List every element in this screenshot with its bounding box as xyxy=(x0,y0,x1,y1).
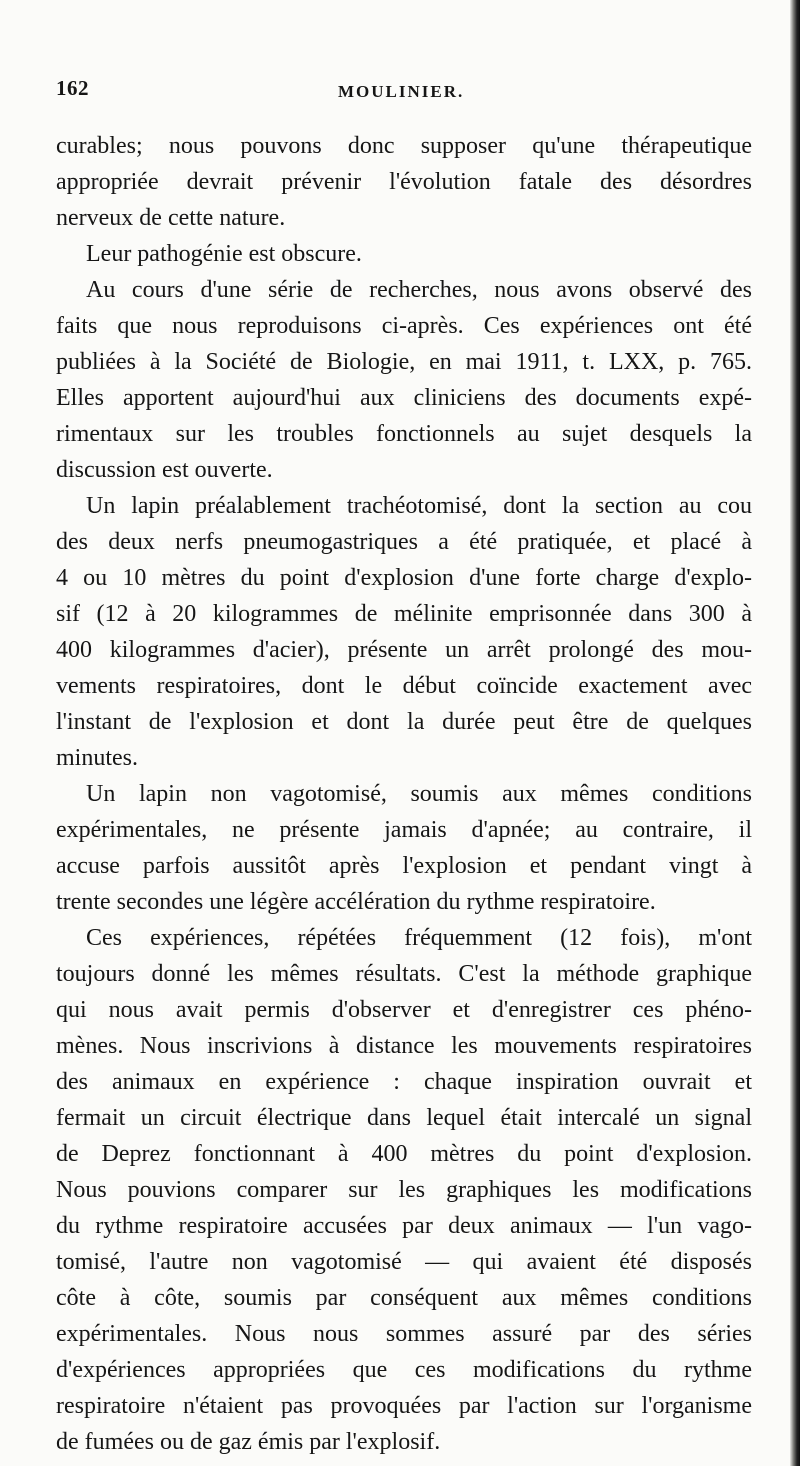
text-line: des animaux en expérience : chaque inspiration ouvrait et xyxy=(56,1069,752,1095)
text-line: côte à côte, soumis par conséquent aux mêmes conditions xyxy=(56,1285,752,1311)
text-line: nerveux de cette nature. xyxy=(56,205,286,231)
text-line: de Deprez fonctionnant à 400 mètres du point d'explosion. xyxy=(56,1141,752,1167)
text-line: curables; nous pouvons donc supposer qu'une thérapeutique xyxy=(56,133,752,159)
text-line: mènes. Nous inscrivions à distance les mouvements respiratoires xyxy=(56,1033,752,1059)
text-line: Leur pathogénie est obscure. xyxy=(86,241,362,267)
text-line: 4 ou 10 mètres du point d'explosion d'une forte charge d'explo- xyxy=(56,565,752,591)
text-line: Un lapin non vagotomisé, soumis aux mêmes conditions xyxy=(86,781,752,807)
text-line: appropriée devrait prévenir l'évolution fatale des désordres xyxy=(56,169,752,195)
text-line: de fumées ou de gaz émis par l'explosif. xyxy=(56,1429,441,1455)
text-line: trente secondes une légère accélération du rythme respiratoire. xyxy=(56,889,656,915)
text-line: rimentaux sur les troubles fonctionnels au sujet desquels la xyxy=(56,421,752,447)
text-line: tomisé, l'autre non vagotomisé — qui avaient été disposés xyxy=(56,1249,752,1275)
body-text xyxy=(56,128,752,1460)
text-line: fermait un circuit électrique dans lequel était intercalé un signal xyxy=(56,1105,752,1131)
text-line: accuse parfois aussitôt après l'explosion et pendant vingt à xyxy=(56,853,752,879)
text-line: qui nous avait permis d'observer et d'enregistrer ces phéno- xyxy=(56,997,752,1023)
text-line: toujours donné les mêmes résultats. C'est la méthode graphique xyxy=(56,961,752,987)
text-line: l'instant de l'explosion et dont la durée peut être de quelques xyxy=(56,709,752,735)
text-line: Elles apportent aujourd'hui aux cliniciens des documents expé- xyxy=(56,385,752,411)
text-line: du rythme respiratoire accusées par deux animaux — l'un vago- xyxy=(56,1213,752,1239)
text-line: vements respiratoires, dont le début coïncide exactement avec xyxy=(56,673,752,699)
text-line: Nous pouvions comparer sur les graphiques les modifications xyxy=(56,1177,752,1203)
page-number: 162 xyxy=(56,76,89,100)
text-line: 400 kilogrammes d'acier), présente un arrêt prolongé des mou- xyxy=(56,637,752,663)
text-line: minutes. xyxy=(56,745,138,771)
text-line: expérimentales. Nous nous sommes assuré par des séries xyxy=(56,1321,752,1347)
text-line: respiratoire n'étaient pas provoquées par l'action sur l'organisme xyxy=(56,1393,752,1419)
text-line: faits que nous reproduisons ci-après. Ces expériences ont été xyxy=(56,313,752,339)
text-line: sif (12 à 20 kilogrammes de mélinite emprisonnée dans 300 à xyxy=(56,601,752,627)
text-line: Au cours d'une série de recherches, nous avons observé des xyxy=(86,277,752,303)
page-edge-shadow xyxy=(790,0,800,1466)
text-line: d'expériences appropriées que ces modifications du rythme xyxy=(56,1357,752,1383)
text-line: expérimentales, ne présente jamais d'apnée; au contraire, il xyxy=(56,817,752,843)
text-line: publiées à la Société de Biologie, en mai 1911, t. LXX, p. 765. xyxy=(56,349,752,375)
text-line: Ces expériences, répétées fréquemment (12 fois), m'ont xyxy=(86,925,752,951)
text-line: des deux nerfs pneumogastriques a été pratiquée, et placé à xyxy=(56,529,752,555)
running-head xyxy=(56,76,756,110)
text-line: discussion est ouverte. xyxy=(56,457,273,483)
running-title: MOULINIER. xyxy=(338,82,465,101)
text-line: Un lapin préalablement trachéotomisé, dont la section au cou xyxy=(86,493,752,519)
